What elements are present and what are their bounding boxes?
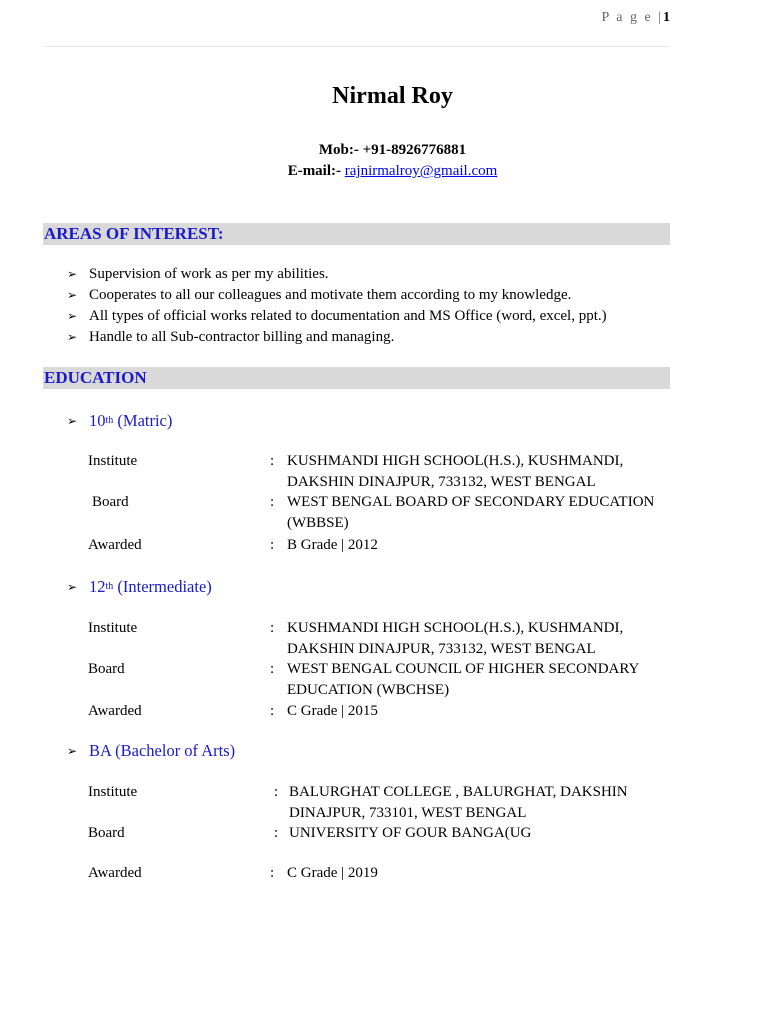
field-label: Awarded bbox=[88, 537, 142, 553]
mobile-number: Mob:- +91-8926776881 bbox=[318, 142, 467, 158]
field-value: B Grade | 2012 bbox=[287, 537, 378, 553]
interest-list bbox=[67, 264, 607, 348]
field-value: WEST BENGAL BOARD OF SECONDARY EDUCATION (WBBSE) bbox=[287, 494, 655, 531]
field-label: Awarded bbox=[88, 865, 142, 881]
list-item-text: All types of official works related to documentation and MS Office (word, excel, ppt.) bbox=[89, 308, 607, 324]
education-entry-title: ➢ 12 th (Intermediate) bbox=[67, 577, 212, 596]
title-text-suffix: (Intermediate) bbox=[113, 577, 212, 596]
field-value: UNIVERSITY OF GOUR BANGA(UG bbox=[289, 825, 532, 841]
section-header-areas-of-interest bbox=[43, 223, 670, 245]
page-number bbox=[602, 10, 671, 26]
list-item bbox=[67, 264, 607, 285]
title-text: 10 bbox=[89, 411, 106, 430]
arrowhead-bullet-icon: ➢ bbox=[67, 267, 78, 281]
field-separator: : bbox=[270, 865, 275, 881]
field-label: Institute bbox=[88, 784, 138, 800]
section-title: EDUCATION bbox=[44, 368, 147, 387]
section-title: AREAS OF INTEREST: bbox=[44, 224, 224, 243]
list-item-text: Cooperates to all our colleagues and motivate them according to my knowledge. bbox=[89, 287, 572, 303]
title-text: BA (Bachelor of Arts) bbox=[89, 741, 236, 760]
field-separator: : bbox=[270, 703, 275, 719]
education-entry-title bbox=[67, 741, 235, 761]
arrowhead-bullet-icon: ➢ bbox=[67, 580, 78, 594]
email-label: E-mail:- bbox=[287, 163, 342, 179]
arrowhead-bullet-icon: ➢ bbox=[67, 330, 78, 344]
arrowhead-bullet-icon: ➢ bbox=[67, 414, 78, 428]
field-separator: : bbox=[270, 537, 275, 553]
field-label: Board bbox=[88, 661, 125, 677]
field-value: C Grade | 2015 bbox=[287, 703, 378, 719]
education-entry-title: ➢ 10 th (Matric) bbox=[67, 411, 173, 430]
field-separator: : bbox=[274, 825, 279, 841]
arrowhead-bullet-icon: ➢ bbox=[67, 744, 78, 758]
field-value: C Grade | 2019 bbox=[287, 865, 378, 881]
email-line bbox=[0, 163, 768, 180]
field-value: KUSHMANDI HIGH SCHOOL(H.S.), KUSHMANDI, DAKSHIN DINAJPUR, 733132, WEST BENGAL bbox=[287, 453, 624, 490]
field-label: Board bbox=[88, 825, 125, 841]
list-item bbox=[67, 306, 607, 327]
candidate-name: Nirmal Roy bbox=[332, 83, 453, 109]
header-divider bbox=[43, 46, 670, 47]
list-item-text: Supervision of work as per my abilities. bbox=[89, 266, 329, 282]
field-label: Awarded bbox=[88, 703, 142, 719]
page-label: P a g e | bbox=[601, 10, 663, 25]
list-item bbox=[67, 327, 607, 348]
field-separator: : bbox=[270, 620, 275, 636]
email-link[interactable]: rajnirmalroy@gmail.com bbox=[344, 163, 498, 179]
arrowhead-bullet-icon: ➢ bbox=[67, 309, 78, 323]
field-label: Institute bbox=[88, 453, 138, 469]
field-value: WEST BENGAL COUNCIL OF HIGHER SECONDARY EDUCATION (WBCHSE) bbox=[287, 661, 639, 698]
list-item-text: Handle to all Sub-contractor billing and managing. bbox=[89, 329, 395, 345]
field-label: Institute bbox=[88, 620, 138, 636]
field-separator: : bbox=[270, 661, 275, 677]
field-value: KUSHMANDI HIGH SCHOOL(H.S.), KUSHMANDI, DAKSHIN DINAJPUR, 733132, WEST BENGAL bbox=[287, 620, 624, 657]
field-label: Board bbox=[92, 494, 129, 510]
field-separator: : bbox=[270, 453, 275, 469]
title-text-suffix: (Matric) bbox=[113, 411, 173, 430]
field-value: BALURGHAT COLLEGE , BALURGHAT, DAKSHIN DINAJPUR, 733101, WEST BENGAL bbox=[289, 784, 628, 821]
page-number-value: 1 bbox=[663, 10, 670, 25]
field-separator: : bbox=[270, 494, 275, 510]
arrowhead-bullet-icon: ➢ bbox=[67, 288, 78, 302]
section-header-education bbox=[43, 367, 670, 389]
list-item bbox=[67, 285, 607, 306]
field-separator: : bbox=[274, 784, 279, 800]
title-text: 12 bbox=[89, 577, 106, 596]
